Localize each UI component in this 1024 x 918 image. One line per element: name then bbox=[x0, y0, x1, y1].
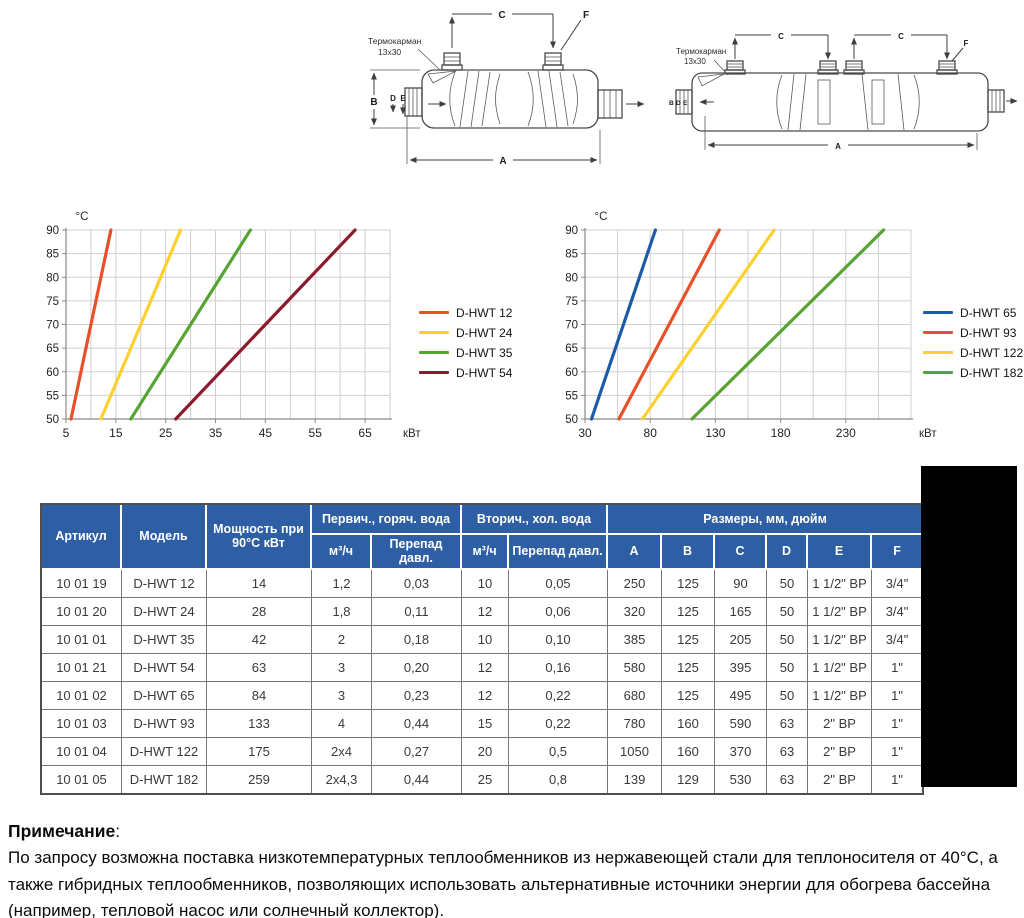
table-cell: 3/4" bbox=[872, 570, 922, 598]
table-row bbox=[42, 710, 922, 738]
header-pressure-secondary: Перепад давл. bbox=[509, 535, 608, 570]
x-tick-label: 65 bbox=[358, 426, 372, 440]
y-tick-label: 50 bbox=[565, 414, 578, 426]
table-cell: 2х4 bbox=[312, 738, 372, 766]
y-tick-label: 90 bbox=[565, 225, 578, 237]
note-title-text: Примечание bbox=[8, 821, 116, 841]
legend-item bbox=[923, 346, 1023, 359]
table-cell: 133 bbox=[207, 710, 312, 738]
table-cell: 680 bbox=[608, 682, 662, 710]
dim-label-e: E bbox=[683, 100, 688, 107]
table-cell: 1" bbox=[872, 710, 922, 738]
table-cell: 0,05 bbox=[509, 570, 608, 598]
table-cell: 175 bbox=[207, 738, 312, 766]
x-tick-label: 130 bbox=[705, 426, 726, 440]
legend-label: D-HWT 24 bbox=[456, 325, 513, 340]
legend-label: D-HWT 65 bbox=[960, 305, 1017, 320]
chart-small-models-legend bbox=[419, 306, 512, 379]
table-cell: 370 bbox=[715, 738, 767, 766]
table-cell: 0,8 bbox=[509, 766, 608, 793]
y-tick-label: 60 bbox=[46, 366, 59, 379]
table-cell: 3/4" bbox=[872, 626, 922, 654]
spec-table bbox=[42, 505, 922, 793]
table-cell: 10 01 20 bbox=[42, 598, 122, 626]
table-cell: 63 bbox=[207, 654, 312, 682]
table-cell: 25 bbox=[462, 766, 509, 793]
table-cell: 590 bbox=[715, 710, 767, 738]
table-cell: 1" bbox=[872, 682, 922, 710]
nozzle bbox=[543, 53, 563, 70]
table-cell: 1050 bbox=[608, 738, 662, 766]
table-cell: 0,22 bbox=[509, 682, 608, 710]
table-row bbox=[42, 738, 922, 766]
table-cell: 12 bbox=[462, 682, 509, 710]
table-cell: 125 bbox=[662, 598, 715, 626]
y-tick-label: 85 bbox=[46, 248, 59, 261]
y-tick-label: 55 bbox=[46, 390, 59, 403]
legend-swatch bbox=[419, 351, 449, 354]
table-cell: 10 bbox=[462, 626, 509, 654]
legend-item bbox=[419, 346, 512, 359]
header-pressure-primary: Перепад давл. bbox=[372, 535, 462, 570]
y-tick-label: 65 bbox=[565, 343, 578, 356]
table-cell: 50 bbox=[767, 682, 808, 710]
dim-label-d: D bbox=[676, 100, 681, 107]
table-cell: 63 bbox=[767, 738, 808, 766]
x-tick-label: 30 bbox=[578, 426, 592, 440]
table-cell: 125 bbox=[662, 570, 715, 598]
header-dim-a: A bbox=[608, 535, 662, 570]
header-model: Модель bbox=[122, 505, 207, 570]
table-cell: 0,11 bbox=[372, 598, 462, 626]
table-cell: 90 bbox=[715, 570, 767, 598]
y-axis-unit: °C bbox=[594, 211, 608, 223]
legend-label: D-HWT 54 bbox=[456, 365, 513, 380]
legend-item bbox=[419, 366, 512, 379]
table-cell: 10 01 04 bbox=[42, 738, 122, 766]
note-block bbox=[8, 818, 1014, 918]
table-cell: 1" bbox=[872, 766, 922, 793]
y-tick-label: 70 bbox=[46, 319, 59, 332]
y-tick-label: 75 bbox=[46, 295, 59, 308]
thermowell-size: 13х30 bbox=[684, 57, 706, 66]
table-cell: 0,16 bbox=[509, 654, 608, 682]
x-tick-label: 180 bbox=[770, 426, 791, 440]
nozzle bbox=[442, 53, 462, 70]
x-tick-label: 45 bbox=[258, 426, 273, 440]
legend-label: D-HWT 35 bbox=[456, 345, 513, 360]
legend-label: D-HWT 12 bbox=[456, 305, 513, 320]
legend-item bbox=[923, 326, 1023, 339]
note-title bbox=[8, 818, 1014, 845]
header-flow-primary: м³/ч bbox=[312, 535, 372, 570]
table-cell: 10 01 01 bbox=[42, 626, 122, 654]
table-cell: 0,10 bbox=[509, 626, 608, 654]
table-row bbox=[42, 654, 922, 682]
redaction-box bbox=[921, 466, 1017, 787]
y-tick-label: 70 bbox=[565, 319, 578, 332]
exchanger-body bbox=[422, 70, 598, 128]
y-tick-label: 60 bbox=[565, 366, 578, 379]
x-tick-label: 25 bbox=[159, 426, 173, 440]
y-tick-label: 55 bbox=[565, 390, 578, 403]
legend-item bbox=[923, 306, 1023, 319]
header-dim-c: C bbox=[715, 535, 767, 570]
nozzle bbox=[937, 61, 957, 74]
table-cell: 12 bbox=[462, 654, 509, 682]
table-cell: 1 1/2" ВР bbox=[808, 570, 872, 598]
chart-large-models bbox=[553, 206, 951, 451]
table-cell: 10 01 21 bbox=[42, 654, 122, 682]
nozzle bbox=[818, 61, 838, 74]
table-cell: 10 01 05 bbox=[42, 766, 122, 793]
table-cell: D-HWT 35 bbox=[122, 626, 207, 654]
legend-swatch bbox=[923, 371, 953, 374]
table-cell: 15 bbox=[462, 710, 509, 738]
table-cell: 2х4,3 bbox=[312, 766, 372, 793]
table-cell: 10 01 02 bbox=[42, 682, 122, 710]
table-cell: 10 bbox=[462, 570, 509, 598]
x-tick-label: 55 bbox=[308, 426, 322, 440]
table-cell: 2 bbox=[312, 626, 372, 654]
header-flow-secondary: м³/ч bbox=[462, 535, 509, 570]
table-cell: 160 bbox=[662, 710, 715, 738]
table-cell: 1" bbox=[872, 654, 922, 682]
heat-exchanger-diagram-long bbox=[666, 20, 1018, 168]
dim-label-b: B bbox=[669, 100, 674, 107]
table-cell: 63 bbox=[767, 766, 808, 793]
table-cell: 50 bbox=[767, 626, 808, 654]
note-body: По запросу возможна поставка низкотемпературных теплообменников из нержавеющей стали для теплоносителя от 40°С, а также гибридных теплообменников, позволяющих использовать альтернативные источники энергии для обогрева бассейна (например, тепловой насос или солнечный коллектор). bbox=[8, 848, 998, 918]
header-group-primary: Первич., горяч. вода bbox=[312, 505, 462, 535]
thermowell-label: Термокарман bbox=[676, 47, 727, 56]
x-tick-label: 15 bbox=[109, 426, 123, 440]
y-tick-label: 65 bbox=[46, 343, 59, 356]
header-group-dims: Размеры, мм, дюйм bbox=[608, 505, 922, 535]
inlet-pipe bbox=[405, 88, 422, 116]
legend-label: D-HWT 122 bbox=[960, 345, 1024, 360]
table-cell: 250 bbox=[608, 570, 662, 598]
table-cell: D-HWT 93 bbox=[122, 710, 207, 738]
table-cell: 205 bbox=[715, 626, 767, 654]
table-cell: D-HWT 182 bbox=[122, 766, 207, 793]
table-cell: D-HWT 12 bbox=[122, 570, 207, 598]
dim-label-c: C bbox=[778, 32, 784, 41]
legend-item bbox=[419, 326, 512, 339]
y-tick-label: 75 bbox=[565, 295, 578, 308]
table-cell: 580 bbox=[608, 654, 662, 682]
dim-label-d: D bbox=[390, 94, 396, 103]
table-cell: 160 bbox=[662, 738, 715, 766]
header-artikul: Артикул bbox=[42, 505, 122, 570]
table-cell: 780 bbox=[608, 710, 662, 738]
legend-label: D-HWT 182 bbox=[960, 365, 1024, 380]
x-tick-label: 230 bbox=[835, 426, 856, 440]
dim-label-b: B bbox=[370, 97, 378, 108]
exchanger-body bbox=[692, 73, 988, 131]
table-cell: 125 bbox=[662, 682, 715, 710]
table-cell: 1,2 bbox=[312, 570, 372, 598]
nozzle bbox=[725, 61, 745, 74]
table-cell: 385 bbox=[608, 626, 662, 654]
dim-label-c: C bbox=[898, 32, 904, 41]
table-cell: 125 bbox=[662, 626, 715, 654]
table-cell: D-HWT 122 bbox=[122, 738, 207, 766]
dim-label-a: A bbox=[499, 156, 507, 167]
dim-label-f: F bbox=[963, 39, 969, 48]
table-cell: D-HWT 24 bbox=[122, 598, 207, 626]
table-cell: 10 01 03 bbox=[42, 710, 122, 738]
chart-small-models bbox=[35, 206, 430, 451]
table-cell: 1" bbox=[872, 738, 922, 766]
header-dim-b: B bbox=[662, 535, 715, 570]
y-tick-label: 90 bbox=[46, 225, 59, 237]
x-tick-label: 5 bbox=[62, 426, 70, 440]
outlet-pipe bbox=[598, 90, 622, 118]
table-cell: 4 bbox=[312, 710, 372, 738]
table-row bbox=[42, 598, 922, 626]
dim-label-c: C bbox=[498, 10, 506, 21]
x-tick-label: 80 bbox=[643, 426, 657, 440]
table-cell: 42 bbox=[207, 626, 312, 654]
legend-swatch bbox=[419, 311, 449, 314]
header-dim-f: F bbox=[872, 535, 922, 570]
spec-table-wrap bbox=[40, 503, 924, 795]
y-axis-unit: °C bbox=[75, 211, 89, 223]
table-cell: 0,22 bbox=[509, 710, 608, 738]
table-cell: 0,03 bbox=[372, 570, 462, 598]
table-cell: 20 bbox=[462, 738, 509, 766]
table-cell: 259 bbox=[207, 766, 312, 793]
table-cell: 0,20 bbox=[372, 654, 462, 682]
legend-swatch bbox=[923, 351, 953, 354]
table-cell: 1 1/2" ВР bbox=[808, 654, 872, 682]
legend-swatch bbox=[419, 331, 449, 334]
y-tick-label: 80 bbox=[46, 272, 59, 285]
legend-swatch bbox=[419, 371, 449, 374]
note-colon: : bbox=[115, 821, 121, 841]
table-cell: 2" ВР bbox=[808, 766, 872, 793]
table-cell: 0,23 bbox=[372, 682, 462, 710]
table-cell: 530 bbox=[715, 766, 767, 793]
table-cell: 165 bbox=[715, 598, 767, 626]
header-group-secondary: Вторич., хол. вода bbox=[462, 505, 608, 535]
table-cell: 320 bbox=[608, 598, 662, 626]
table-cell: 395 bbox=[715, 654, 767, 682]
legend-swatch bbox=[923, 311, 953, 314]
table-cell: 14 bbox=[207, 570, 312, 598]
table-cell: 63 bbox=[767, 710, 808, 738]
legend-label: D-HWT 93 bbox=[960, 325, 1017, 340]
table-cell: 10 01 19 bbox=[42, 570, 122, 598]
table-cell: 125 bbox=[662, 654, 715, 682]
table-cell: 495 bbox=[715, 682, 767, 710]
table-cell: 2" ВР bbox=[808, 710, 872, 738]
table-cell: 0,27 bbox=[372, 738, 462, 766]
table-cell: D-HWT 65 bbox=[122, 682, 207, 710]
dim-label-f: F bbox=[582, 10, 590, 21]
table-row bbox=[42, 626, 922, 654]
header-dim-d: D bbox=[767, 535, 808, 570]
table-cell: 2" ВР bbox=[808, 738, 872, 766]
outlet-pipe bbox=[988, 90, 1004, 112]
y-tick-label: 80 bbox=[565, 272, 578, 285]
thermowell-size: 13х30 bbox=[378, 47, 402, 57]
legend-item bbox=[923, 366, 1023, 379]
table-cell: 84 bbox=[207, 682, 312, 710]
table-cell: 3 bbox=[312, 682, 372, 710]
legend-swatch bbox=[923, 331, 953, 334]
thermowell-tab bbox=[698, 74, 724, 86]
dim-label-a: A bbox=[835, 142, 841, 151]
table-cell: 3/4" bbox=[872, 598, 922, 626]
table-row bbox=[42, 682, 922, 710]
table-cell: 50 bbox=[767, 570, 808, 598]
table-cell: 129 bbox=[662, 766, 715, 793]
x-tick-label: 35 bbox=[208, 426, 223, 440]
y-tick-label: 50 bbox=[46, 414, 59, 426]
table-cell: 0,18 bbox=[372, 626, 462, 654]
table-cell: 1,8 bbox=[312, 598, 372, 626]
y-tick-label: 85 bbox=[565, 248, 578, 261]
table-cell: 1 1/2" ВР bbox=[808, 626, 872, 654]
thermowell-label: Термокарман bbox=[368, 36, 422, 46]
table-cell: 0,44 bbox=[372, 766, 462, 793]
table-cell: 50 bbox=[767, 598, 808, 626]
table-cell: 1 1/2" ВР bbox=[808, 598, 872, 626]
table-cell: 0,44 bbox=[372, 710, 462, 738]
dim-label-e: E bbox=[400, 94, 406, 103]
table-cell: 28 bbox=[207, 598, 312, 626]
table-cell: 12 bbox=[462, 598, 509, 626]
x-axis-unit: кВт bbox=[919, 428, 937, 440]
table-row bbox=[42, 570, 922, 598]
table-cell: 1 1/2" ВР bbox=[808, 682, 872, 710]
table-cell: 0,06 bbox=[509, 598, 608, 626]
header-power: Мощность при 90°С кВт bbox=[207, 505, 312, 570]
legend-item bbox=[419, 306, 512, 319]
chart-large-models-legend bbox=[923, 306, 1023, 379]
heat-exchanger-diagram-short bbox=[360, 0, 650, 178]
table-cell: 0,5 bbox=[509, 738, 608, 766]
table-cell: 139 bbox=[608, 766, 662, 793]
header-dim-e: E bbox=[808, 535, 872, 570]
nozzle bbox=[844, 61, 864, 74]
table-cell: 3 bbox=[312, 654, 372, 682]
table-cell: 50 bbox=[767, 654, 808, 682]
x-axis-unit: кВт bbox=[403, 428, 421, 440]
table-cell: D-HWT 54 bbox=[122, 654, 207, 682]
table-row bbox=[42, 766, 922, 793]
